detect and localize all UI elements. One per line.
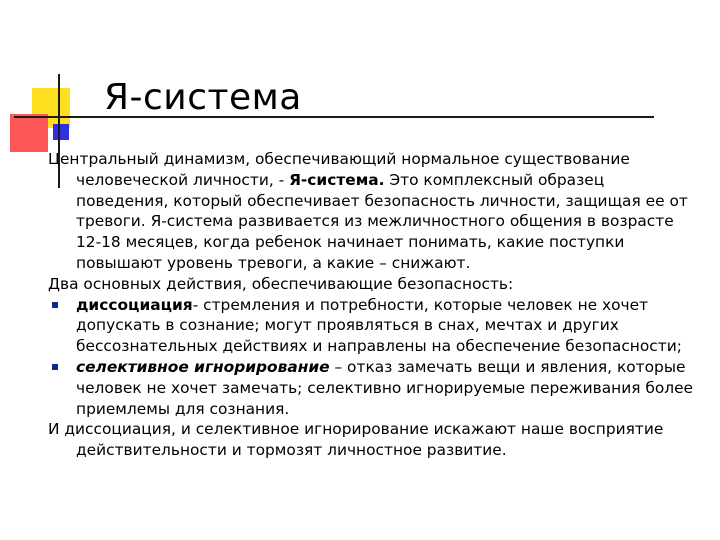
intro-term: Я-система. — [289, 170, 385, 189]
intro-text: Центральный динамизм, обеспечивающий нормальное существование человеческой личности, - — [48, 150, 630, 189]
square-bullet-icon — [52, 302, 58, 308]
intro-text-rest: Это комплексный образец поведения, который обеспечивает безопасность личности, защищая ее от тревоги. Я-система развивается из межличностного общения в возрасте 12-18 месяцев, когда ребенок начинает понимать, какие поступки повышают уровень тревоги, а какие – снижают. — [76, 170, 688, 272]
slide-title: Я-система — [104, 77, 302, 118]
slide-body — [48, 149, 700, 461]
term-dissociation: диссоциация — [76, 295, 193, 314]
paragraph-conclusion: И диссоциация, и селективное игнорирование искажают наше восприятие действительности и тормозят личностное развитие. — [48, 420, 664, 460]
decor-blue-square — [53, 124, 69, 140]
paragraph-intro — [48, 149, 700, 274]
decor-red-square — [10, 114, 48, 152]
square-bullet-icon — [52, 364, 58, 370]
list-item-selective-ignoring — [48, 357, 700, 419]
paragraph-actions: Два основных действия, обеспечивающие безопасность: — [48, 274, 514, 293]
dissociation-text: - стремления и потребности, которые человек не хочет допускать в сознание; могут проявляться в снах, мечтах и других бессознательных действиях и направлены на обеспечение безопасности; — [76, 295, 682, 356]
term-selective-ignoring: селективное игнорирование — [76, 357, 330, 376]
selective-ignoring-text: – отказ замечать вещи и явления, которые человек не хочет замечать; селективно игнорируемые переживания более приемлемы для сознания. — [76, 357, 694, 418]
list-item-dissociation — [48, 295, 700, 357]
